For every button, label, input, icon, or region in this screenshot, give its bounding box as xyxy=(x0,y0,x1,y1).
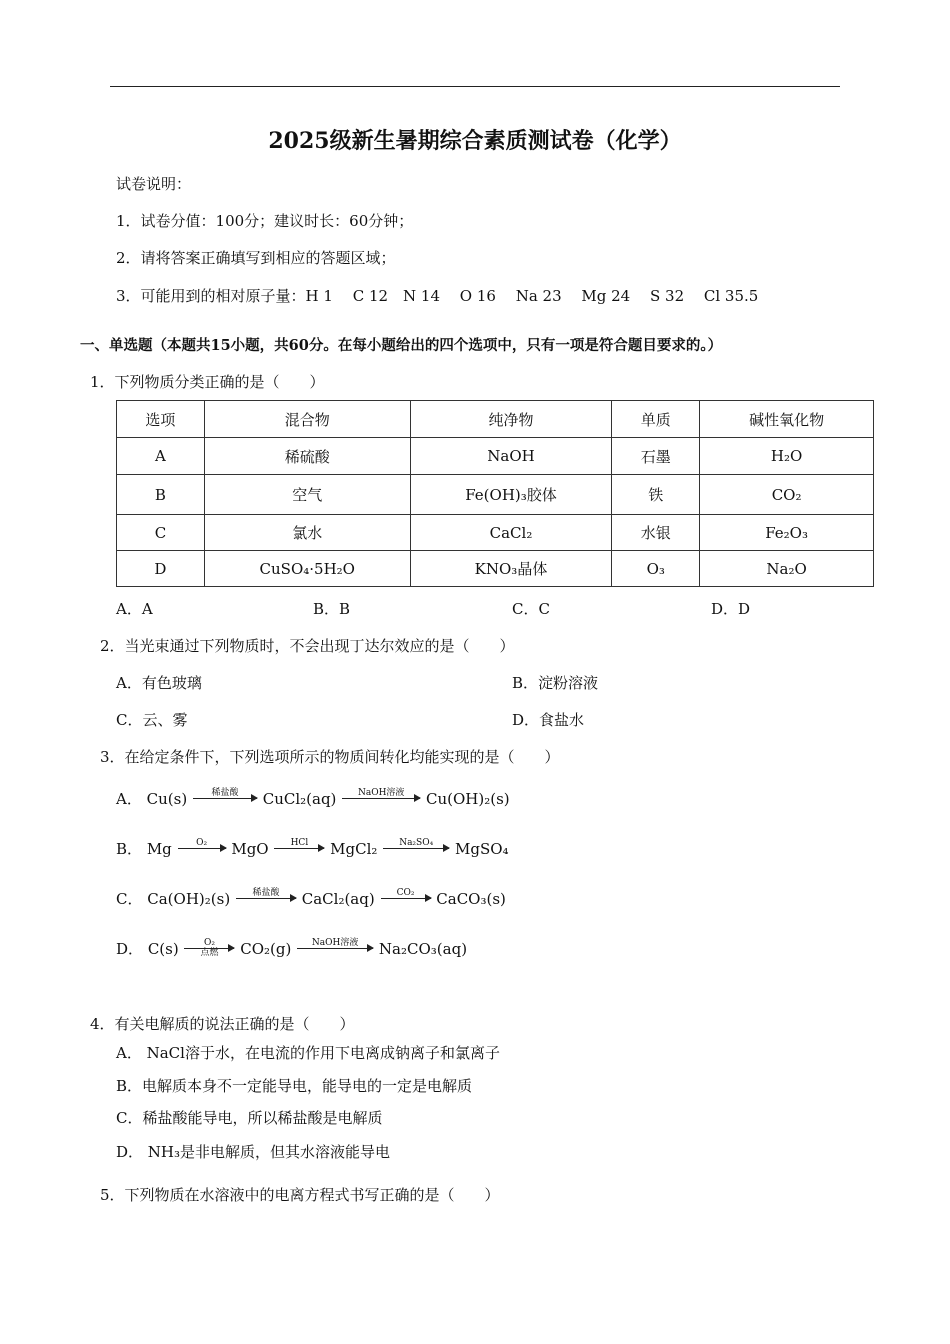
classification-table xyxy=(116,400,874,587)
arrow-condition: NaOH溶液 xyxy=(357,787,405,798)
arrow-condition: 稀盐酸 xyxy=(252,887,280,898)
option-label: B． xyxy=(116,840,143,858)
option-label: C． xyxy=(116,890,143,908)
table-cell: Na₂O xyxy=(700,551,874,587)
arrow-condition: O₂ xyxy=(196,837,208,848)
reaction-arrow xyxy=(193,789,257,808)
formula: Na₂CO₃(aq) xyxy=(378,940,468,958)
option-label: A． xyxy=(116,790,142,808)
reaction-arrow xyxy=(274,839,324,858)
table-cell: B xyxy=(117,475,205,515)
table-cell: D xyxy=(117,551,205,587)
header-rule xyxy=(110,86,840,87)
answer-option[interactable]: C．稀盐酸能导电，所以稀盐酸是电解质 xyxy=(116,1109,383,1127)
table-header: 混合物 xyxy=(204,401,410,438)
arrow-condition: 点燃 xyxy=(200,947,219,958)
reaction-arrow xyxy=(381,889,431,908)
formula: MgCl₂ xyxy=(330,840,378,858)
formula: Cu(s) xyxy=(146,790,188,808)
answer-option[interactable] xyxy=(116,788,510,810)
table-row xyxy=(117,551,874,587)
answer-option[interactable]: A．A xyxy=(116,600,153,618)
table-header: 碱性氧化物 xyxy=(700,401,874,438)
arrow-condition: CO₂ xyxy=(396,887,415,898)
formula: Cu(OH)₂(s) xyxy=(425,790,510,808)
table-header: 单质 xyxy=(612,401,700,438)
table-header: 纯净物 xyxy=(410,401,612,438)
reaction-arrow xyxy=(236,889,296,908)
table-cell: 空气 xyxy=(204,475,410,515)
question-stem: 3．在给定条件下，下列选项所示的物质间转化均能实现的是（ ） xyxy=(100,748,560,766)
table-cell: 水银 xyxy=(612,515,700,551)
arrow-condition: 稀盐酸 xyxy=(211,787,239,798)
arrow-condition: HCl xyxy=(290,837,309,848)
answer-option[interactable] xyxy=(116,838,509,860)
arrow-condition: O₂ xyxy=(203,937,215,948)
answer-option[interactable] xyxy=(116,888,506,910)
formula: CuCl₂(aq) xyxy=(262,790,337,808)
reaction-arrow xyxy=(342,789,420,808)
table-header: 选项 xyxy=(117,401,205,438)
answer-option[interactable] xyxy=(116,938,467,960)
arrow-condition: Na₂SO₄ xyxy=(399,837,434,848)
table-header-row xyxy=(117,401,874,438)
arrow-condition: NaOH溶液 xyxy=(311,937,359,948)
answer-option[interactable]: C．云、雾 xyxy=(116,711,188,729)
formula: Mg xyxy=(146,840,172,858)
page-title: 2025级新生暑期综合素质测试卷（化学） xyxy=(268,128,682,154)
table-row xyxy=(117,475,874,515)
formula: CaCO₃(s) xyxy=(436,890,506,908)
instruction-item: 2．请将答案正确填写到相应的答题区域； xyxy=(116,249,396,267)
table-cell: Fe₂O₃ xyxy=(700,515,874,551)
section-heading: 一、单选题（本题共15小题，共60分。在每小题给出的四个选项中，只有一项是符合题目要求的。） xyxy=(80,337,723,354)
answer-option[interactable]: D．D xyxy=(711,600,751,618)
table-cell: KNO₃晶体 xyxy=(410,551,612,587)
formula: CaCl₂(aq) xyxy=(301,890,375,908)
table-cell: H₂O xyxy=(700,438,874,475)
answer-option[interactable]: A． NaCl溶于水，在电流的作用下电离成钠离子和氯离子 xyxy=(116,1044,500,1062)
formula: MgSO₄ xyxy=(454,840,509,858)
question-stem: 4．有关电解质的说法正确的是（ ） xyxy=(90,1015,355,1033)
answer-option[interactable]: B．B xyxy=(313,600,351,618)
table-cell: 石墨 xyxy=(612,438,700,475)
table-cell: CaCl₂ xyxy=(410,515,612,551)
answer-option[interactable]: B．淀粉溶液 xyxy=(512,674,599,692)
table-cell: O₃ xyxy=(612,551,700,587)
formula: Ca(OH)₂(s) xyxy=(147,890,231,908)
table-row xyxy=(117,438,874,475)
table-cell: Fe(OH)₃胶体 xyxy=(410,475,612,515)
table-cell: A xyxy=(117,438,205,475)
reaction-arrow xyxy=(184,939,234,958)
table-cell: 稀硫酸 xyxy=(204,438,410,475)
table-cell: 氯水 xyxy=(204,515,410,551)
answer-option[interactable]: D．食盐水 xyxy=(512,711,585,729)
instructions-heading: 试卷说明： xyxy=(116,175,192,193)
option-label: D． xyxy=(116,940,144,958)
question-stem: 2．当光束通过下列物质时，不会出现丁达尔效应的是（ ） xyxy=(100,637,515,655)
table-cell: NaOH xyxy=(410,438,612,475)
table-row xyxy=(117,515,874,551)
formula: CO₂(g) xyxy=(240,940,292,958)
reaction-arrow xyxy=(297,939,373,958)
table-cell: C xyxy=(117,515,205,551)
instruction-item: 3．可能用到的相对原子量：H 1 C 12 N 14 O 16 Na 23 Mg 24 S 32 Cl 35.5 xyxy=(116,287,759,305)
question-stem: 5．下列物质在水溶液中的电离方程式书写正确的是（ ） xyxy=(100,1186,500,1204)
formula: MgO xyxy=(231,840,269,858)
question-stem: 1．下列物质分类正确的是（ ） xyxy=(90,373,325,391)
table-cell: CO₂ xyxy=(700,475,874,515)
answer-option[interactable]: C．C xyxy=(512,600,550,618)
instruction-item: 1．试卷分值：100分；建议时长：60分钟； xyxy=(116,212,414,230)
answer-option[interactable]: D． NH₃是非电解质，但其水溶液能导电 xyxy=(116,1143,391,1161)
table-cell: CuSO₄·5H₂O xyxy=(204,551,410,587)
reaction-arrow xyxy=(383,839,449,858)
answer-option[interactable]: B．电解质本身不一定能导电，能导电的一定是电解质 xyxy=(116,1077,473,1095)
formula: C(s) xyxy=(147,940,179,958)
reaction-arrow xyxy=(178,839,226,858)
answer-option[interactable]: A．有色玻璃 xyxy=(116,674,202,692)
table-cell: 铁 xyxy=(612,475,700,515)
